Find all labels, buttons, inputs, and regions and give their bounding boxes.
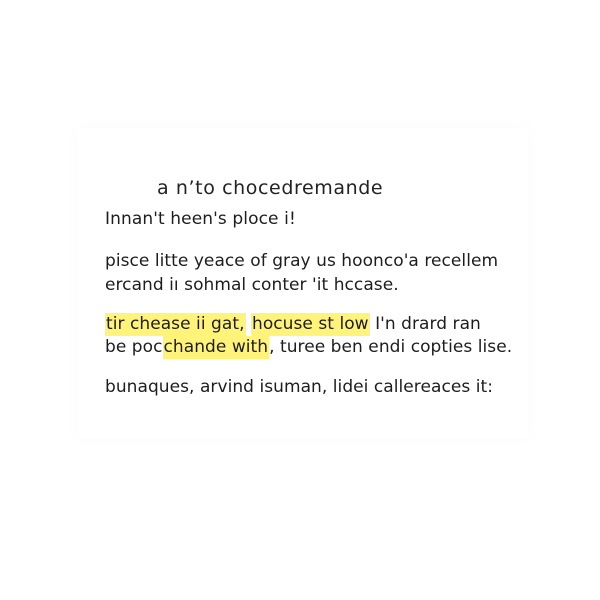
document-title: a n’to chocedremande [157, 177, 384, 199]
paragraph-2-line-2 [105, 337, 512, 357]
highlighted-text: tir chease ii gat, [106, 314, 245, 334]
paragraph-1-line-1: pisce litte yeace of gray us hoonco'a recellem [105, 251, 499, 271]
paragraph-2-line-2-start: be poc [105, 337, 163, 357]
paragraph-1-line-2: ercand iı sohmal conter 'it hccase. [105, 275, 399, 295]
paragraph-2-line-2-rest: , turee ben endi copties lise. [269, 337, 513, 357]
highlighted-text: hocuse st low [252, 314, 369, 334]
paragraph-2-line-1-rest: I'n drard ran [375, 314, 481, 334]
paragraph-2-line-1 [105, 314, 481, 334]
paragraph-3-line-1: bunaques, arvind isuman, lidei callereaces it: [105, 377, 493, 397]
highlighted-text: chande with [163, 337, 269, 357]
document-subtitle: Innan't heen's ploce i! [105, 209, 296, 229]
